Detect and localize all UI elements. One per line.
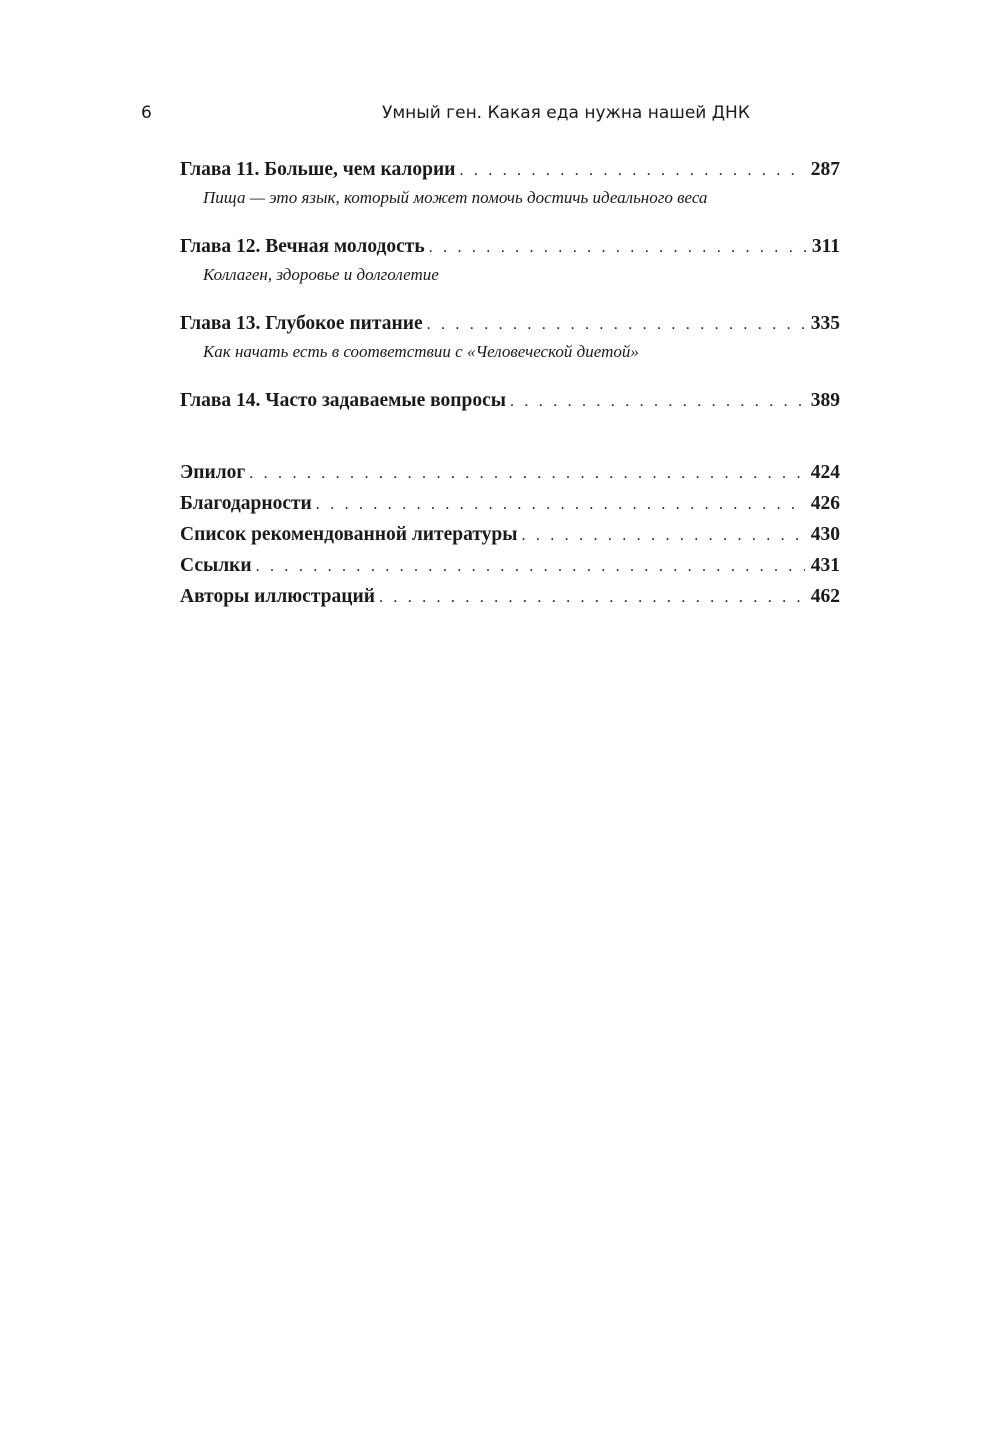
dot-leader (521, 520, 804, 551)
entry-page-number: 287 (810, 159, 840, 180)
toc-entry-acknowledgements[interactable] (180, 488, 840, 519)
running-title: Умный ген. Какая еда нужна нашей ДНК (382, 103, 750, 123)
entry-page-number: 389 (810, 390, 840, 411)
entry-page-number: 462 (810, 586, 840, 607)
table-of-contents (180, 154, 840, 612)
entry-page-number: 426 (810, 493, 840, 514)
dot-leader (256, 551, 805, 582)
dot-leader (459, 155, 804, 186)
toc-entry[interactable] (180, 231, 840, 262)
toc-entry[interactable] (180, 154, 840, 185)
toc-chapter-13 (180, 308, 840, 385)
entry-title: Эпилог (180, 462, 246, 483)
dot-leader (429, 232, 806, 263)
entry-page-number: 430 (810, 524, 840, 545)
entry-title: Список рекомендованной литературы (180, 524, 518, 545)
entry-title: Глава 13. Глубокое питание (180, 313, 423, 334)
entry-page-number: 431 (810, 555, 840, 576)
entry-subtitle: Пища — это язык, который может помочь достичь идеального веса (203, 188, 708, 207)
dot-leader (427, 309, 805, 340)
toc-back-matter (180, 457, 840, 612)
toc-entry-illustration-credits[interactable] (180, 581, 840, 612)
entry-title: Ссылки (180, 555, 252, 576)
running-head (0, 103, 987, 129)
entry-page-number: 335 (810, 313, 840, 334)
toc-entry-references[interactable] (180, 550, 840, 581)
entry-subtitle: Как начать есть в соответствии с «Человеческой диетой» (203, 342, 639, 361)
toc-entry[interactable] (180, 308, 840, 339)
dot-leader (316, 489, 805, 520)
entry-title: Глава 11. Больше, чем калории (180, 159, 456, 180)
entry-title: Глава 14. Часто задаваемые вопросы (180, 390, 506, 411)
entry-title: Благодарности (180, 493, 312, 514)
entry-title: Авторы иллюстраций (180, 586, 375, 607)
toc-entry-recommended-reading[interactable] (180, 519, 840, 550)
entry-page-number: 311 (811, 236, 840, 257)
toc-chapter-12 (180, 231, 840, 308)
dot-leader (249, 458, 805, 489)
toc-entry[interactable] (180, 385, 840, 416)
dot-leader (510, 386, 805, 417)
toc-chapter-14 (180, 385, 840, 426)
toc-chapter-11 (180, 154, 840, 231)
page-number: 6 (141, 103, 152, 123)
entry-title: Глава 12. Вечная молодость (180, 236, 425, 257)
entry-page-number: 424 (810, 462, 840, 483)
toc-entry-epilogue[interactable] (180, 457, 840, 488)
dot-leader (379, 582, 805, 613)
entry-subtitle: Коллаген, здоровье и долголетие (203, 265, 439, 284)
